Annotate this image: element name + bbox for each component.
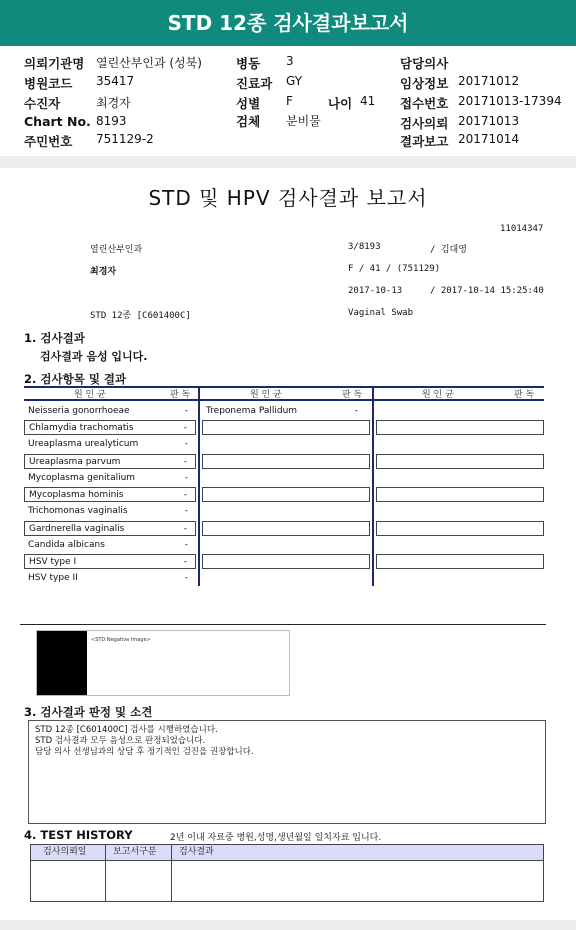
empty-row: [376, 554, 544, 569]
section2-title: 2. 검사항목 및 결과: [24, 372, 127, 386]
rrn-value: 751129-2: [96, 132, 154, 146]
age-label: 나이: [328, 96, 353, 111]
chart-label: Chart No.: [24, 114, 91, 129]
section1-result: 검사결과 음성 입니다.: [40, 350, 148, 363]
organism-result: -: [183, 524, 187, 534]
clinical-label: 임상정보: [400, 76, 449, 91]
organism-row: [24, 571, 196, 586]
section-divider: [0, 156, 576, 168]
empty-row: [376, 420, 544, 435]
interpretation-line: STD 12종 [C601400C] 검사를 시행하였습니다.: [35, 725, 218, 735]
organism-result: -: [184, 406, 188, 416]
test-history-table: [30, 844, 544, 902]
organism-result: -: [184, 506, 188, 516]
image-separator: [20, 624, 546, 625]
organism-name: HSV type II: [28, 573, 78, 583]
ward-label: 병동: [236, 56, 261, 71]
col3-organism-header: 원 인 균: [422, 390, 454, 400]
history-col-request-date: 검사의뢰일: [43, 847, 87, 857]
organism-row: [24, 538, 196, 553]
section1-title: 1. 검사결과: [24, 331, 85, 345]
specimen-value: 분비물: [286, 114, 321, 128]
organism-row: [24, 437, 196, 452]
organism-name: Neisseria gonorrhoeae: [28, 406, 130, 416]
empty-row: [202, 554, 370, 569]
organism-result: -: [184, 540, 188, 550]
section4-title: 4. TEST HISTORY: [24, 828, 133, 842]
examinee-value: 최경자: [96, 96, 131, 110]
report-sex-age: F / 41 / (751129): [348, 264, 441, 274]
report-hospital: 열린산부인과: [90, 245, 143, 255]
report-date-label: 결과보고: [400, 134, 449, 149]
organism-name: Mycoplasma genitalium: [28, 473, 136, 483]
clinical-value: 20171012: [458, 74, 520, 88]
table-divider-1: [198, 386, 200, 586]
gel-electrophoresis-image: [37, 631, 87, 695]
organism-row: [202, 404, 368, 419]
doctor-label: 담당의사: [400, 56, 449, 71]
document-number: 11014347: [500, 224, 544, 234]
report-specimen: Vaginal Swab: [348, 308, 414, 318]
col1-organism-header: 원 인 균: [74, 390, 106, 400]
report-date-value: 20171014: [458, 132, 520, 146]
history-col-report-type: 보고서구분: [113, 847, 157, 857]
organism-name: Ureaplasma parvum: [29, 457, 121, 467]
page-bottom-bar: [0, 920, 576, 930]
organism-result: -: [184, 439, 188, 449]
institution-label: 의뢰기관명: [24, 56, 85, 71]
organism-row: [24, 420, 196, 435]
history-col-result: 검사결과: [179, 847, 214, 857]
history-divider: [105, 845, 106, 901]
empty-row: [202, 454, 370, 469]
receipt-value: 20171013-17394: [458, 94, 562, 108]
gel-image-caption: <STD Negative Image>: [91, 637, 151, 643]
organism-result: -: [183, 457, 187, 467]
sex-label: 성별: [236, 96, 261, 111]
col3-result-header: 판 독: [514, 390, 535, 400]
interpretation-box: [28, 720, 546, 824]
organism-row: [24, 471, 196, 486]
interpretation-line: STD 검사결과 모두 음성으로 판정되었습니다.: [35, 736, 206, 746]
report-reported-date: / 2017-10-14 15:25:40: [430, 286, 544, 296]
organism-row: [24, 404, 196, 419]
report-body: [0, 168, 576, 920]
report-ward-chart: 3/8193: [348, 242, 381, 252]
organism-result: -: [183, 557, 187, 567]
hospital-code-value: 35417: [96, 74, 135, 88]
organism-row: [24, 504, 196, 519]
report-title: STD 및 HPV 검사결과 보고서: [148, 186, 428, 210]
history-header: [31, 845, 543, 861]
ward-value: 3: [286, 54, 294, 68]
age-value: 41: [360, 94, 376, 108]
examinee-label: 수진자: [24, 96, 61, 111]
results-table: [24, 386, 544, 586]
organism-name: Treponema Pallidum: [206, 406, 298, 416]
request-value: 20171013: [458, 114, 520, 128]
organism-result: -: [354, 406, 358, 416]
hospital-code-label: 병원코드: [24, 76, 73, 91]
interpretation-line: 담당 의사 선생님과의 상담 후 정기적인 검진을 권장합니다.: [35, 747, 254, 757]
organism-name: Ureaplasma urealyticum: [28, 439, 139, 449]
organism-name: Chlamydia trachomatis: [29, 423, 134, 433]
empty-row: [202, 487, 370, 502]
dept-value: GY: [286, 74, 303, 88]
organism-result: -: [184, 473, 188, 483]
empty-row: [202, 521, 370, 536]
organism-name: Candida albicans: [28, 540, 105, 550]
organism-row: [24, 554, 196, 569]
history-divider: [171, 845, 172, 901]
section3-title: 3. 검사결과 판정 및 소견: [24, 705, 153, 719]
report-patient: 최경자: [90, 267, 117, 277]
organism-row: [24, 454, 196, 469]
receipt-label: 접수번호: [400, 96, 449, 111]
request-label: 검사의뢰: [400, 116, 449, 131]
history-note: 2년 이내 자료중 병원,성명,생년월일 일치자료 입니다.: [170, 833, 382, 843]
dept-label: 진료과: [236, 76, 273, 91]
sex-value: F: [286, 94, 293, 108]
rrn-label: 주민번호: [24, 134, 73, 149]
organism-name: Gardnerella vaginalis: [29, 524, 125, 534]
chart-value: 8193: [96, 114, 127, 128]
organism-name: Mycoplasma hominis: [29, 490, 124, 500]
report-doctor: / 김대영: [430, 245, 467, 255]
report-banner-title: STD 12종 검사결과보고서: [0, 0, 576, 46]
table-divider-2: [372, 386, 374, 586]
institution-value: 열린산부인과 (성북): [96, 56, 202, 70]
gel-image-thumbnail: [36, 630, 290, 696]
col2-result-header: 판 독: [342, 390, 363, 400]
organism-row: [24, 521, 196, 536]
organism-name: HSV type I: [29, 557, 77, 567]
patient-header: [0, 46, 576, 154]
col1-result-header: 판 독: [170, 390, 191, 400]
organism-name: Trichomonas vaginalis: [28, 506, 128, 516]
report-received-date: 2017-10-13: [348, 286, 403, 296]
organism-result: -: [183, 423, 187, 433]
empty-row: [376, 487, 544, 502]
organism-result: -: [184, 573, 188, 583]
empty-row: [376, 521, 544, 536]
empty-row: [202, 420, 370, 435]
specimen-label: 검체: [236, 114, 261, 129]
col2-organism-header: 원 인 균: [250, 390, 282, 400]
report-test-code: STD 12종 [C601400C]: [90, 311, 191, 321]
organism-result: -: [183, 490, 187, 500]
organism-row: [24, 487, 196, 502]
empty-row: [376, 454, 544, 469]
